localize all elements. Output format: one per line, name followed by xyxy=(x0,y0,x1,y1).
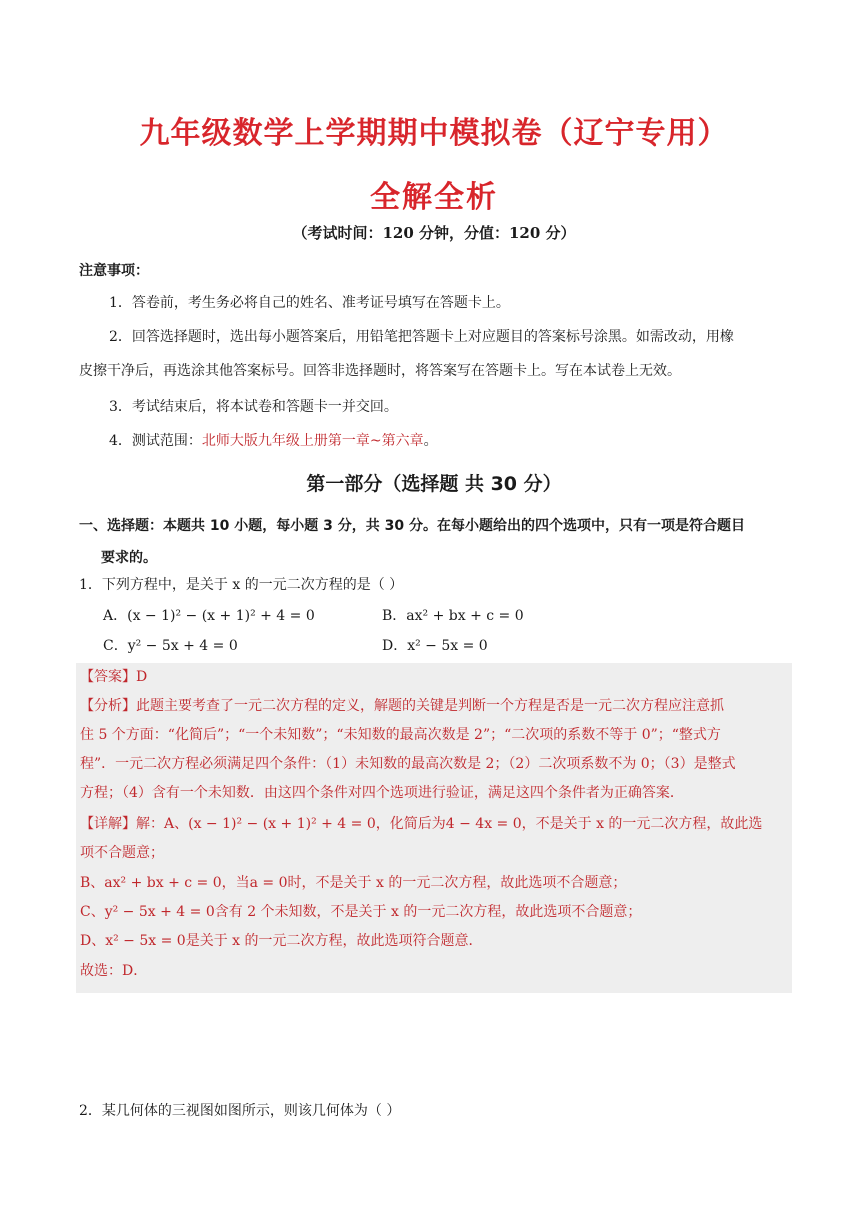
solution-box xyxy=(76,663,792,993)
question-2-stem: 2．某几何体的三视图如图所示，则该几何体为（ ） xyxy=(79,1103,401,1119)
solution-detail-d: D、x² − 5x = 0是关于 x 的一元二次方程，故此选项符合题意． xyxy=(80,933,483,949)
solution-detail-b: B、ax² + bx + c = 0，当a = 0时，不是关于 x 的一元二次方程，故此选项不合题意； xyxy=(80,875,627,891)
question-1-option-d: D．x² − 5x = 0 xyxy=(382,638,488,654)
note-item-2: 2．回答选择题时，选出每小题答案后，用铅笔把答题卡上对应题目的答案标号涂黑。如需改动，用橡 皮擦干净后，再选涂其他答案标号。回答非选择题时，将答案写在答题卡上。写在本试卷上无效。 xyxy=(79,329,734,379)
section-title: 第一部分（选择题 共 30 分） xyxy=(306,473,562,495)
solution-detail-line: 【详解】解：A、(x − 1)² − (x + 1)² + 4 = 0，化简后为4 − 4x = 0，不是关于 x 的一元二次方程，故此选 xyxy=(80,816,763,832)
solution-analysis-line: 【分析】此题主要考查了一元二次方程的定义，解题的关键是判断一个方程是否是一元二次方程应注意抓 xyxy=(80,698,724,714)
solution-detail-line: 项不合题意； xyxy=(80,845,164,861)
note-item-3: 3．考试结束后，将本试卷和答题卡一并交回。 xyxy=(109,399,398,415)
question-1-option-c: C．y² − 5x + 4 = 0 xyxy=(103,638,238,654)
note-item-4: 4．测试范围：北师大版九年级上册第一章~第六章。 xyxy=(109,433,438,449)
solution-answer: 【答案】D xyxy=(80,669,148,685)
test-range: 北师大版九年级上册第一章~第六章 xyxy=(201,433,424,449)
solution-analysis-line: 程”．一元二次方程必须满足四个条件：（1）未知数的最高次数是 2；（2）二次项系数不为 0；（3）是整式 xyxy=(80,756,736,772)
solution-conclusion: 故选：D． xyxy=(80,963,148,979)
page-subtitle: 全解全析 xyxy=(370,180,498,215)
notes-title: 注意事项： xyxy=(79,263,149,279)
exam-info: （考试时间：120 分钟，分值：120 分） xyxy=(292,224,576,242)
solution-detail-c: C、y² − 5x + 4 = 0含有 2 个未知数，不是关于 x 的一元二次方程，故此选项不合题意； xyxy=(80,904,642,920)
section-instructions: 一、选择题：本题共 10 小题，每小题 3 分，共 30 分。在每小题给出的四个选项中，只有一项是符合题目 要求的。 xyxy=(79,518,745,566)
question-1-option-a: A．(x − 1)² − (x + 1)² + 4 = 0 xyxy=(103,608,315,624)
question-1-stem: 1．下列方程中，是关于 x 的一元二次方程的是（ ） xyxy=(79,577,404,593)
question-1-option-b: B．ax² + bx + c = 0 xyxy=(382,608,524,624)
solution-analysis-line: 方程；（4）含有一个未知数．由这四个条件对四个选项进行验证，满足这四个条件者为正确答案． xyxy=(80,785,684,801)
note-item-1: 1．答卷前，考生务必将自己的姓名、准考证号填写在答题卡上。 xyxy=(109,295,510,311)
page-title: 九年级数学上学期期中模拟卷（辽宁专用） xyxy=(139,116,729,151)
solution-analysis-line: 住 5 个方面：“化简后”；“一个未知数”；“未知数的最高次数是 2”；“二次项的系数不等于 0”；“整式方 xyxy=(80,727,721,743)
